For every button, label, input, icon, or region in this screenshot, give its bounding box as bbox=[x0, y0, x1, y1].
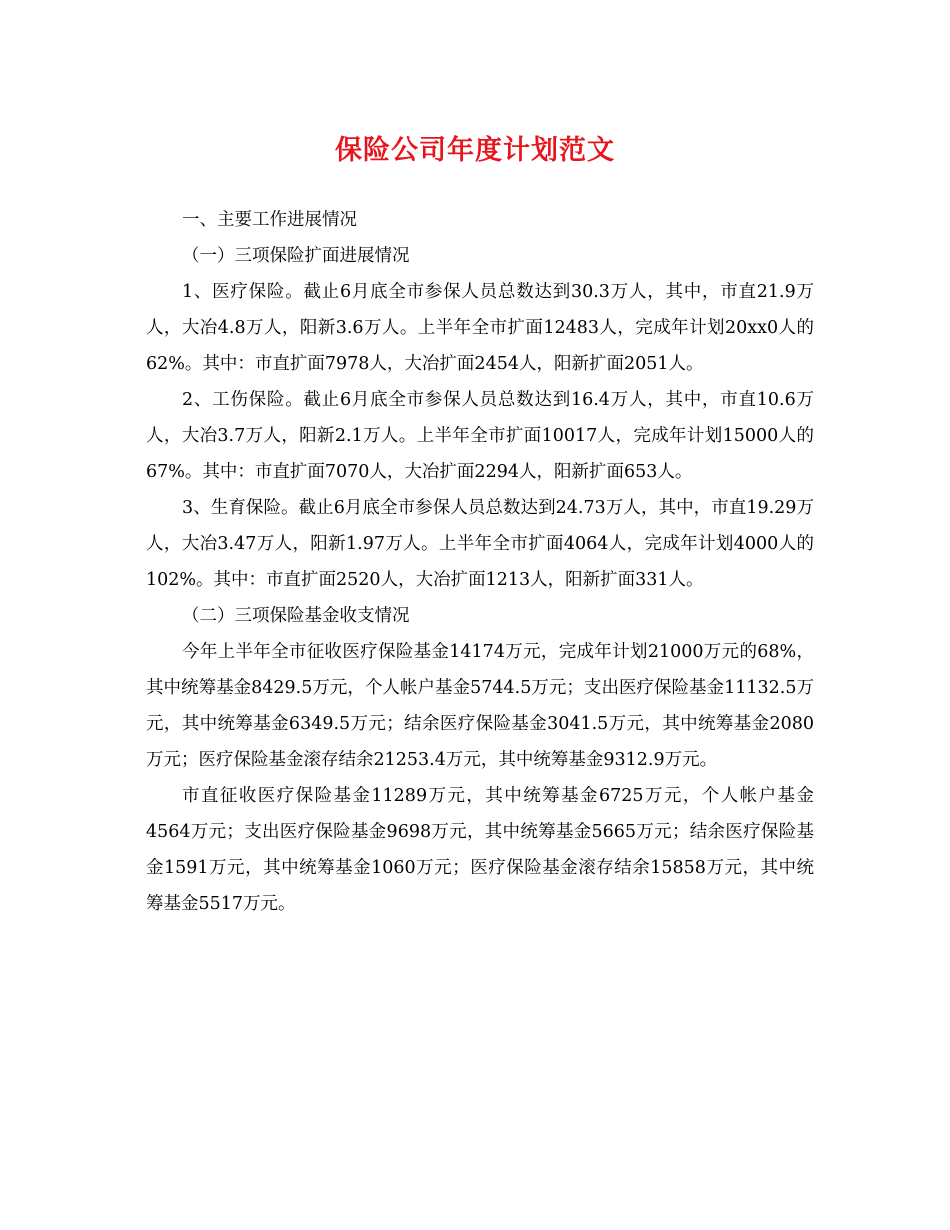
paragraph-fund-city-direct: 市直征收医疗保险基金11289万元，其中统筹基金6725万元，个人帐户基金4564万元；支出医疗保险基金9698万元，其中统筹基金5665万元；结余医疗保险基金1591万元，其中统筹基金1060万元；医疗保险基金滚存结余15858万元，其中统筹基金5517万元。 bbox=[146, 786, 814, 914]
subsection-heading: （二）三项保险基金收支情况 bbox=[182, 606, 410, 626]
paragraph-maternity-insurance: 3、生育保险。截止6月底全市参保人员总数达到24.73万人，其中，市直19.29万人，大冶3.47万人，阳新1.97万人。上半年全市扩面4064人，完成年计划4000人的102%。其中：市直扩面2520人，大冶扩面1213人，阳新扩面331人。 bbox=[146, 498, 814, 590]
document-title: 保险公司年度计划范文 bbox=[335, 135, 615, 166]
section-heading: 一、主要工作进展情况 bbox=[182, 210, 357, 230]
paragraph-fund-citywide: 今年上半年全市征收医疗保险基金14174万元，完成年计划21000万元的68%，其中统筹基金8429.5万元，个人帐户基金5744.5万元；支出医疗保险基金11132.5万元，其中统筹基金6349.5万元；结余医疗保险基金3041.5万元，其中统筹基金2080万元；医疗保险基金滚存结余21253.4万元，其中统筹基金9312.9万元。 bbox=[146, 642, 814, 770]
paragraph-medical-insurance: 1、医疗保险。截止6月底全市参保人员总数达到30.3万人，其中，市直21.9万人，大冶4.8万人，阳新3.6万人。上半年全市扩面12483人，完成年计划20xx0人的62%。其中：市直扩面7978人，大冶扩面2454人，阳新扩面2051人。 bbox=[146, 282, 814, 374]
subsection-heading: （一）三项保险扩面进展情况 bbox=[182, 246, 410, 266]
paragraph-work-injury-insurance: 2、工伤保险。截止6月底全市参保人员总数达到16.4万人，其中，市直10.6万人，大冶3.7万人，阳新2.1万人。上半年全市扩面10017人，完成年计划15000人的67%。其中：市直扩面7070人，大冶扩面2294人，阳新扩面653人。 bbox=[146, 390, 814, 482]
document-body bbox=[146, 202, 814, 922]
